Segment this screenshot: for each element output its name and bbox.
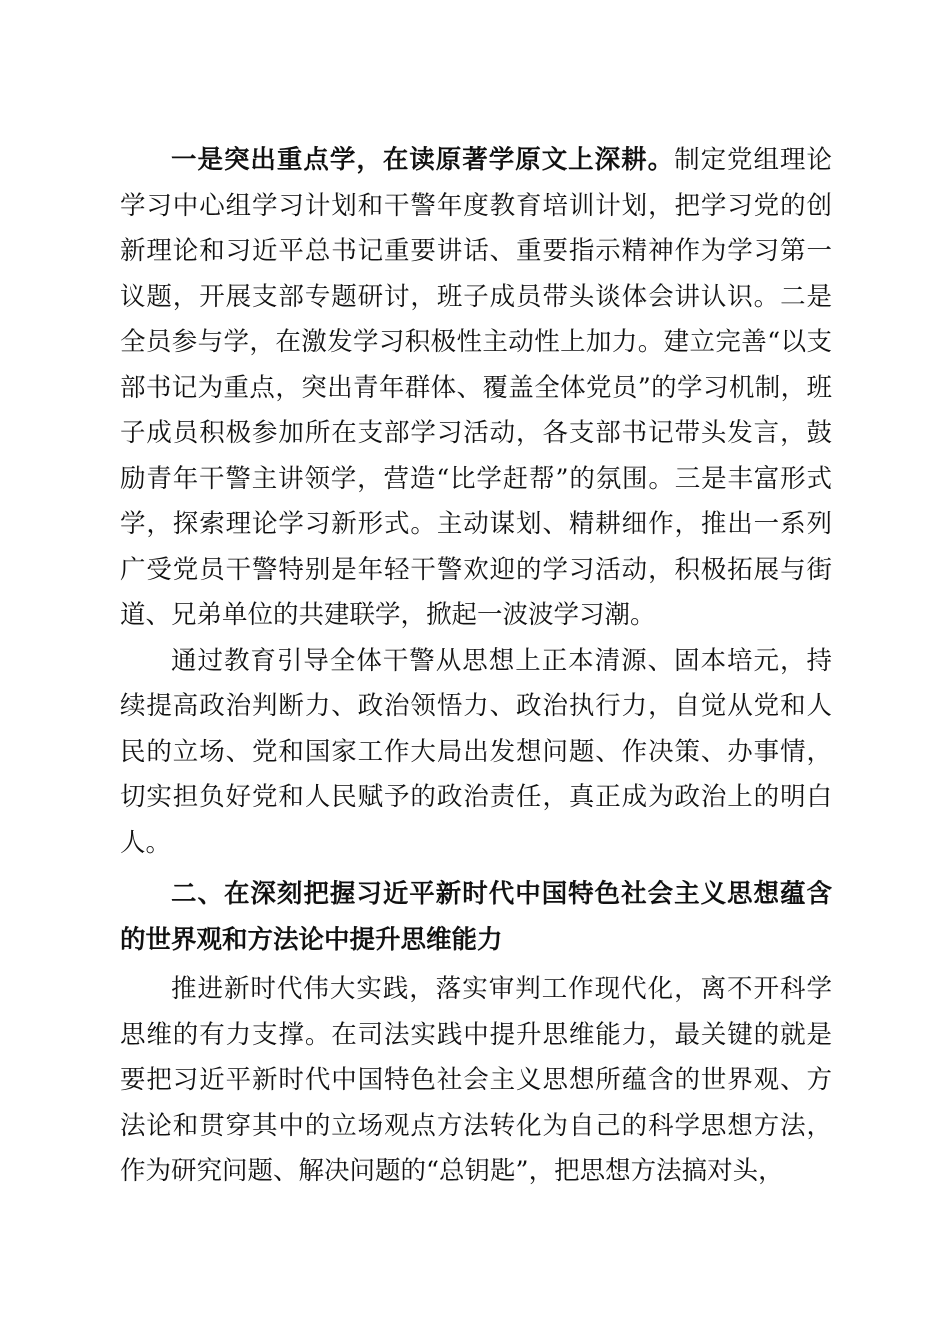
paragraph-lead-phrase: 一是突出重点学，在读原著学原文上深耕。 [171,145,675,175]
paragraph-education-outcome: 通过教育引导全体干警从思想上正本清源、固本培元，持续提高政治判断力、政治领悟力、政治执行力，自觉从党和人民的立场、党和国家工作大局出发想问题、作决策、办事情，切实担负好党和人民赋予的政治责任，真正成为政治上的明白人。 [120,645,832,858]
paragraph-thinking-ability: 推进新时代伟大实践，落实审判工作现代化，离不开科学思维的有力支撑。在司法实践中提升思维能力，最关键的就是要把习近平新时代中国特色社会主义思想所蕴含的世界观、方法论和贯穿其中的立场观点方法转化为自己的科学思想方法，作为研究问题、解决问题的“总钥匙”，把思想方法搞对头， [120,974,832,1186]
paragraph-study-methods [120,138,832,639]
paragraph-body-text: 制定党组理论学习中心组学习计划和干警年度教育培训计划，把学习党的创新理论和习近平总书记重要讲话、重要指示精神作为学习第一议题，开展支部专题研讨，班子成员带头谈体会讲认识。二是全员参与学，在激发学习积极性主动性上加力。建立完善“以支部书记为重点，突出青年群体、覆盖全体党员”的学习机制，班子成员积极参加所在支部学习活动，各支部书记带头发言，鼓励青年干警主讲领学，营造“比学赶帮”的氛围。三是丰富形式学，探索理论学习新形式。主动谋划、精耕细作，推出一系列广受党员干警特别是年轻干警欢迎的学习活动，积极拓展与街道、兄弟单位的共建联学，掀起一波波学习潮。 [120,145,832,630]
section-heading: 二、在深刻把握习近平新时代中国特色社会主义思想蕴含的世界观和方法论中提升思维能力 [120,879,832,955]
document-body [120,138,832,1195]
